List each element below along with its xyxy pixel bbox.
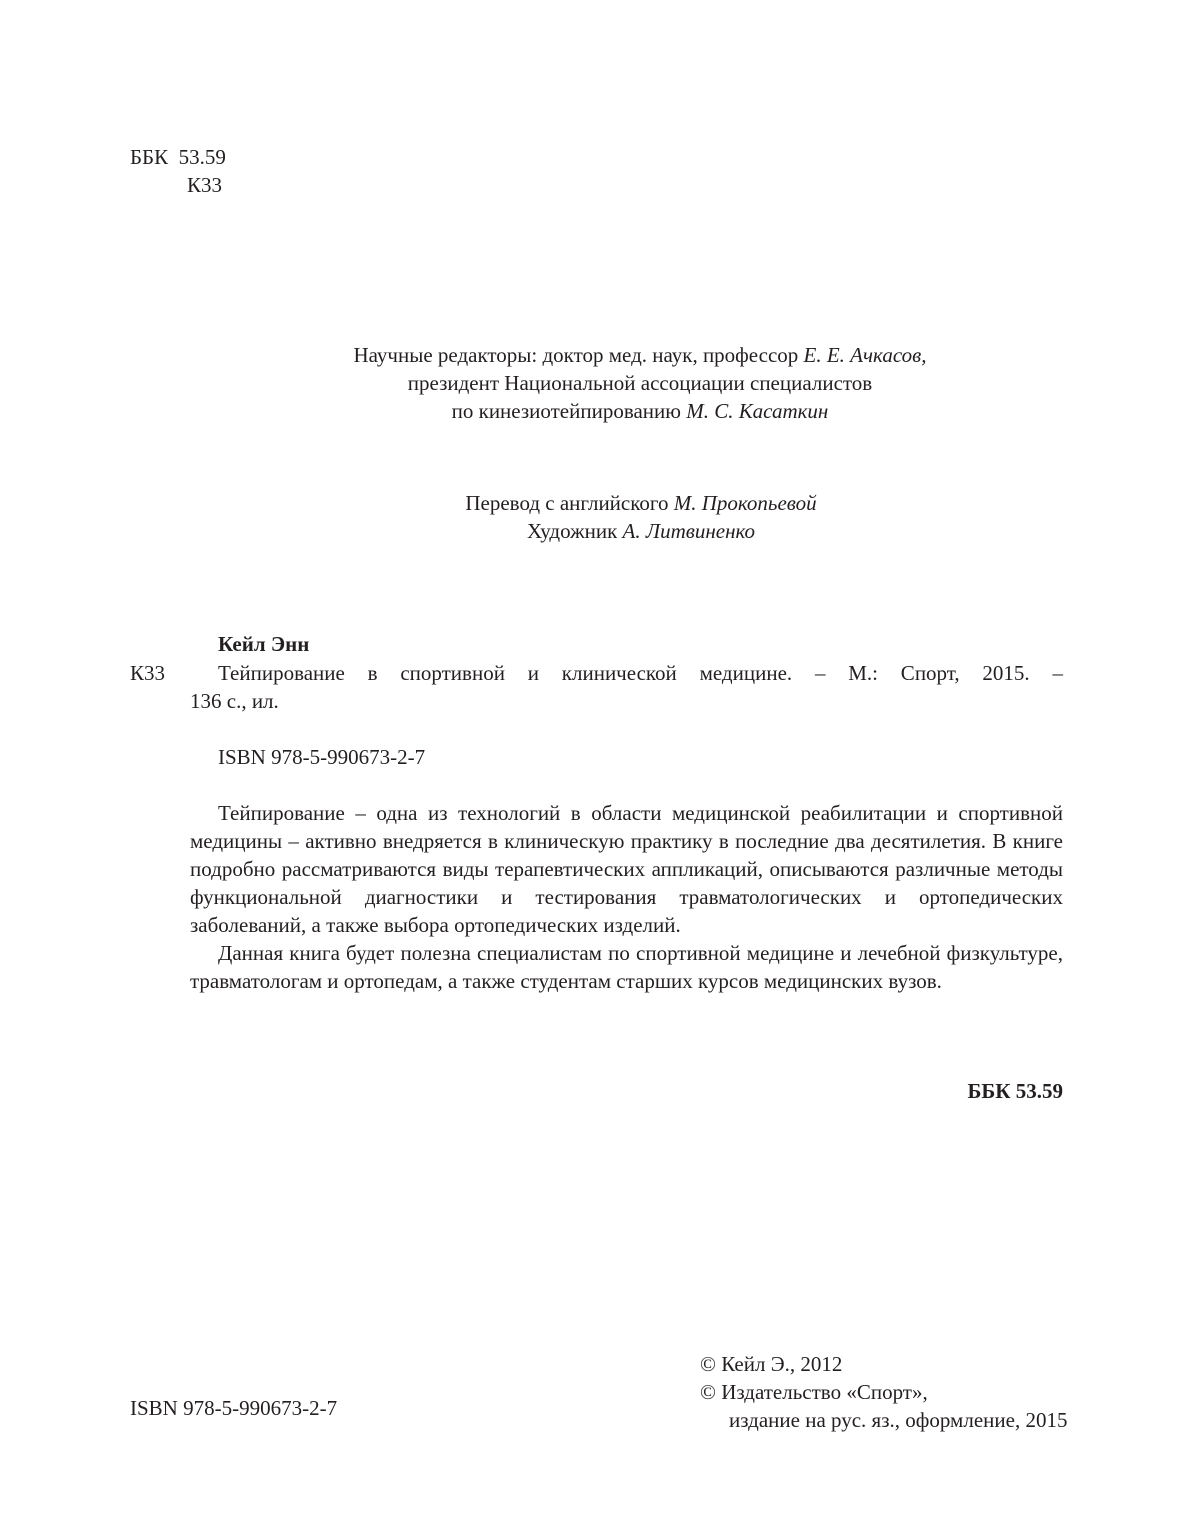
record-title-line-2: 136 с., ил. (190, 689, 279, 713)
copyright-line-2: © Издательство «Спорт», (700, 1380, 928, 1404)
editors-line-1 (180, 341, 1100, 369)
editors-line-3-prefix: по кинезиотейпированию (451, 399, 681, 423)
abstract-paragraph-1: Тейпирование – одна из технологий в области медицинской реабилитации и спортивной медицины – активно внедряется в клиническую практику в последние два десятилетия. В книге подробно рассматриваются виды терапевтических аппликаций, описываются различные методы функциональной диагностики и тестирования травматологических и ортопедических заболеваний, а также выбора ортопедических изделий. (190, 801, 1063, 937)
editors-line-2: президент Национальной ассоциации специалистов (407, 371, 873, 395)
copyright-line-1: © Кейл Э., 2012 (700, 1352, 843, 1376)
bbk-label: ББК (130, 145, 169, 169)
bbk-line (130, 143, 226, 171)
abstract-paragraph-2: Данная книга будет полезна специалистам по спортивной медицине и лечебной физкультуре, травматологам и ортопедам, а также студентам старших курсов медицинских вузов. (190, 941, 1063, 993)
author-heading: Кейл Энн (218, 632, 310, 656)
isbn-bottom: ISBN 978-5-990673-2-7 (130, 1396, 338, 1420)
translation-credit (300, 489, 982, 517)
translator-name: М. Прокопьевой (673, 491, 817, 515)
editors-line-3 (180, 397, 1100, 425)
copyright-line-3: издание на рус. яз., оформление, 2015 (729, 1408, 1068, 1432)
artist-prefix: Художник (526, 519, 618, 543)
abstract (190, 799, 1063, 995)
record-author-mark: К33 (130, 661, 166, 685)
bbk-classification (130, 143, 226, 199)
copyright-block (700, 1350, 1067, 1434)
bbk-code: 53.59 (178, 145, 226, 169)
artist-name: А. Литвиненко (622, 519, 756, 543)
credits (300, 489, 982, 545)
author-mark: К33 (187, 173, 223, 197)
record-isbn: ISBN 978-5-990673-2-7 (218, 745, 426, 769)
editor-name-1: Е. Е. Ачкасов, (803, 343, 927, 367)
translation-prefix: Перевод с английского (465, 491, 669, 515)
artist-credit (300, 517, 982, 545)
record-title-line-1: Тейпирование в спортивной и клинической медицине. – М.: Спорт, 2015. – (218, 661, 1063, 685)
bbk-bottom: ББК 53.59 (967, 1079, 1063, 1103)
editors-prefix: Научные редакторы: доктор мед. наук, профессор (353, 343, 799, 367)
editor-name-2: М. С. Касаткин (686, 399, 829, 423)
scientific-editors (180, 341, 1100, 425)
